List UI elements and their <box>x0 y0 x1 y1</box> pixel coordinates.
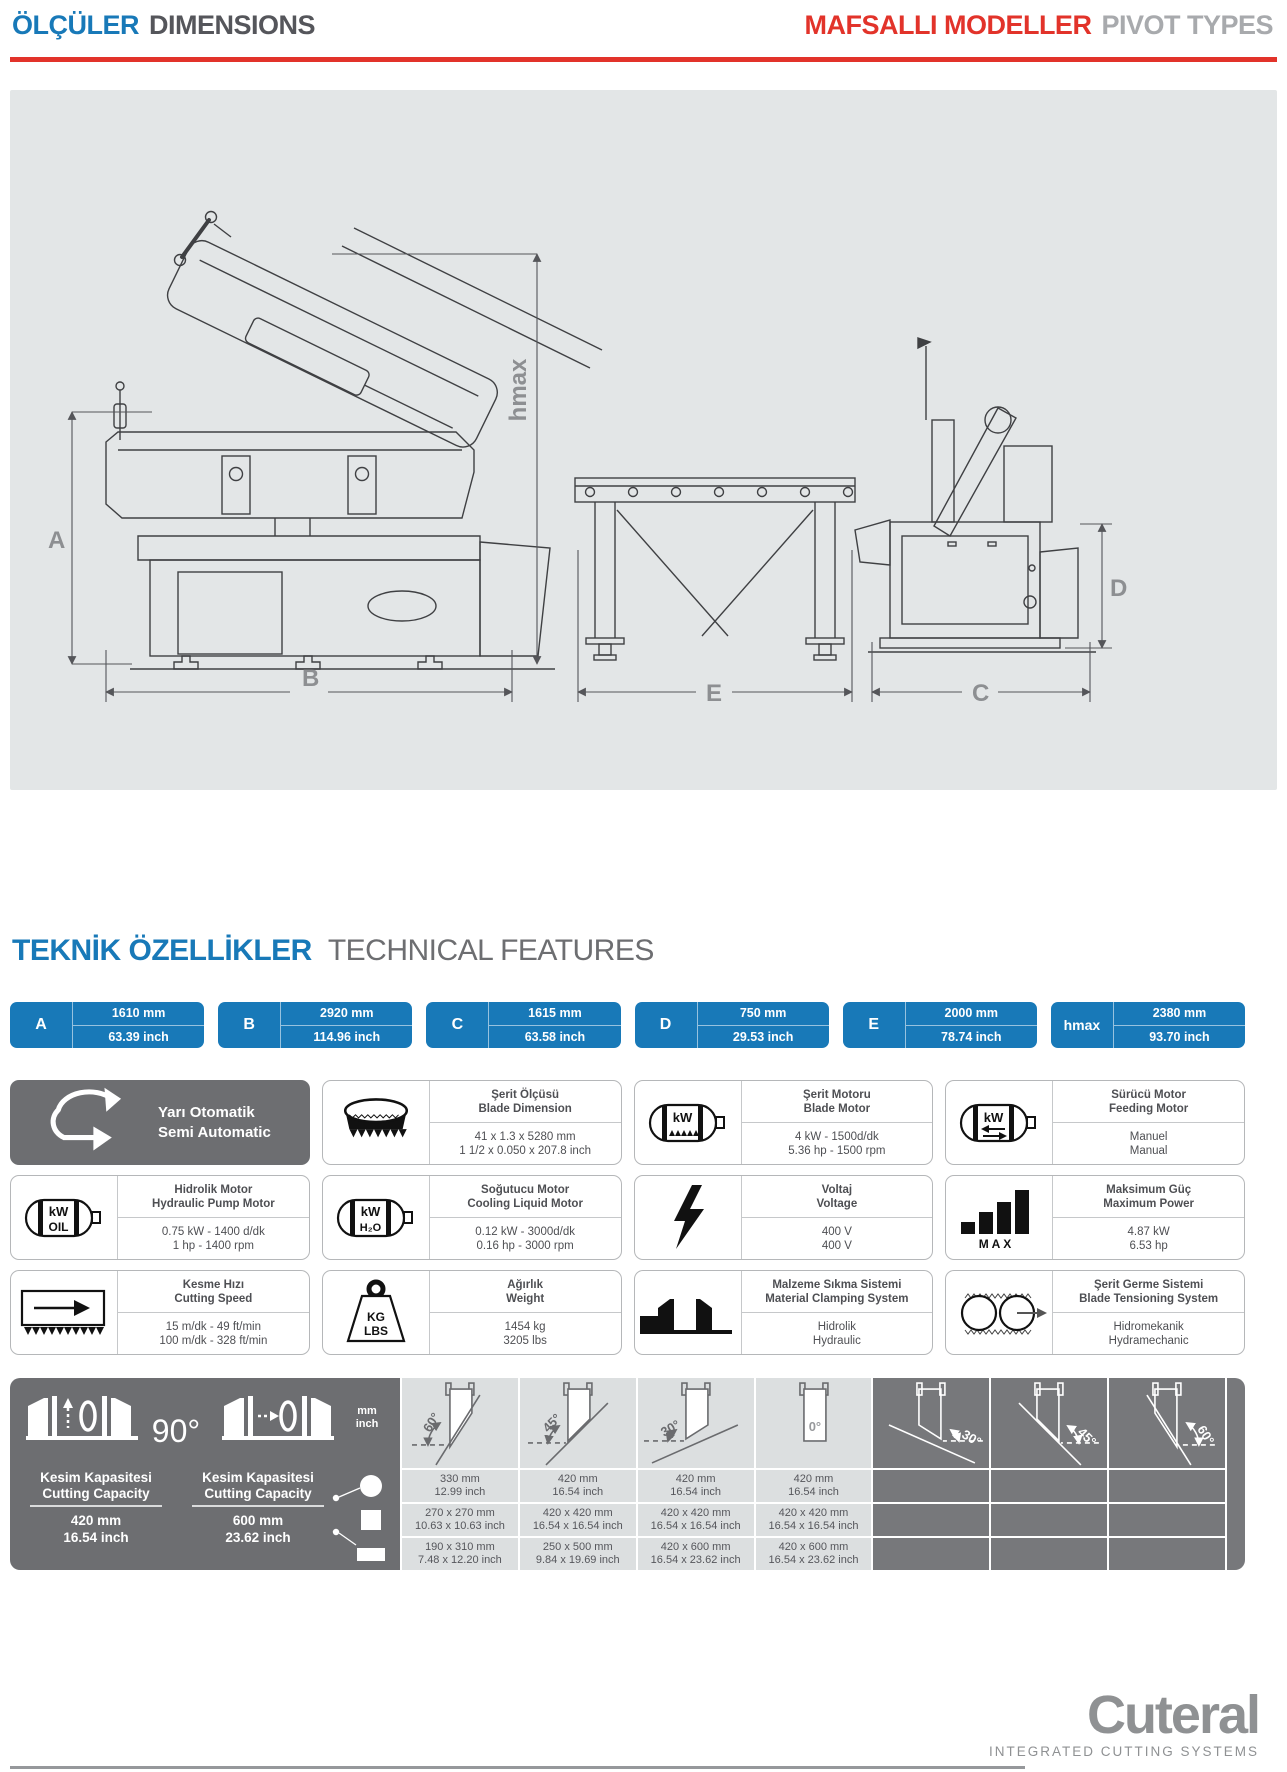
svg-text:KG: KG <box>366 1309 385 1324</box>
footer-rule <box>10 1766 1025 1769</box>
dim-mm-value: 2920 mm <box>320 1006 374 1021</box>
feature-title-tr: Soğutucu Motor <box>481 1183 570 1196</box>
angle-label: 45° <box>1075 1424 1100 1449</box>
angle-header-0 <box>756 1378 872 1468</box>
feature-value-metric: 1454 kg <box>504 1320 546 1333</box>
feature-title-en: Blade Dimension <box>478 1102 572 1115</box>
capacity-cell-empty <box>873 1504 989 1536</box>
feature-title-tr: Malzeme Sıkma Sistemi <box>772 1278 902 1291</box>
dimension-drawing-panel <box>10 90 1277 790</box>
capacity-title-en: Cutting Capacity <box>42 1486 150 1501</box>
capacity-inch: 16.54 inch <box>63 1530 129 1545</box>
feature-card-voltage <box>634 1175 934 1260</box>
capacity-cell-empty <box>991 1470 1107 1502</box>
svg-text:kW: kW <box>360 1203 380 1219</box>
angle-header-30 <box>638 1378 754 1468</box>
title-turkish: ÖLÇÜLER <box>12 10 139 40</box>
capacity-title-tr: Kesim Kapasitesi <box>202 1470 314 1485</box>
dim-inch-value: 93.70 inch <box>1114 1025 1245 1049</box>
section-title-english: TECHNICAL FEATURES <box>327 934 654 967</box>
feature-value-metric: Hidrolik <box>817 1320 857 1333</box>
angle-header-right-60 <box>1109 1378 1225 1468</box>
feature-title-tr: Kesme Hızı <box>182 1278 245 1291</box>
header-rule <box>10 57 1277 62</box>
capacity-cell-empty <box>991 1504 1107 1536</box>
feature-value-imperial: Hydraulic <box>812 1334 861 1347</box>
feature-title-en: Blade Motor <box>803 1102 871 1115</box>
feature-card-weight <box>322 1270 622 1355</box>
feature-title-en: Cutting Speed <box>174 1292 253 1305</box>
max-power-icon <box>946 1176 1053 1259</box>
feature-title-tr: Şerit Germe Sistemi <box>1093 1278 1204 1291</box>
unit-mm-label: mm <box>357 1405 377 1417</box>
saw-blade-icon <box>323 1081 430 1164</box>
weight-icon <box>323 1271 430 1354</box>
feature-card-hydraulic-motor <box>10 1175 310 1260</box>
feature-card-blade-dimension <box>322 1080 622 1165</box>
feature-title-en: Hydraulic Pump Motor <box>152 1197 275 1210</box>
section-heading <box>12 934 654 968</box>
page-title <box>12 10 315 41</box>
feature-title-tr: Ağırlık <box>507 1278 544 1291</box>
semi-automatic-cycle-icon <box>30 1084 142 1161</box>
dim-chip-label: A <box>10 1002 73 1048</box>
feature-value-metric: 0.12 kW - 3000d/dk <box>475 1225 575 1238</box>
feature-value-metric: 41 x 1.3 x 5280 mm <box>474 1130 576 1143</box>
technical-features-grid <box>10 1080 1245 1355</box>
feature-title-tr: Şerit Motoru <box>803 1088 871 1101</box>
feature-card-clamping <box>634 1270 934 1355</box>
title-english: DIMENSIONS <box>149 10 316 40</box>
feature-title-en: Voltage <box>816 1197 858 1210</box>
capacity-cell-empty <box>991 1538 1107 1570</box>
dim-mm-value: 2000 mm <box>944 1006 999 1021</box>
feature-title <box>158 1103 271 1143</box>
dim-chip-label: hmax <box>1051 1002 1114 1048</box>
feature-title-en: Feeding Motor <box>1109 1102 1189 1115</box>
feature-card-cooling-motor <box>322 1175 622 1260</box>
feature-value-metric: 0.75 kW - 1400 d/dk <box>161 1225 265 1238</box>
feature-value-imperial: 400 V <box>821 1239 852 1252</box>
dim-label-e: E <box>706 680 723 707</box>
feature-value-imperial: 1 1/2 x 0.050 x 207.8 inch <box>459 1144 591 1157</box>
dim-inch-value: 29.53 inch <box>698 1025 829 1049</box>
svg-text:OIL: OIL <box>48 1219 69 1234</box>
feature-title-en: Maximum Power <box>1103 1197 1194 1210</box>
feature-title-en: Semi Automatic <box>158 1123 271 1141</box>
clamp-icon <box>635 1271 742 1354</box>
dim-mm-value: 2380 mm <box>1152 1006 1207 1021</box>
svg-text:M A X: M A X <box>979 1236 1012 1250</box>
capacity-cell-empty <box>1109 1504 1225 1536</box>
motor-blade-icon <box>635 1081 742 1164</box>
capacity-cell-square-45: 420 x 420 mm 16.54 x 16.54 inch <box>520 1504 636 1536</box>
capacity-cell-empty <box>873 1470 989 1502</box>
dim-chip-d <box>635 1002 829 1048</box>
dim-label-c: C <box>972 680 990 707</box>
dim-mm-value: 1610 mm <box>111 1006 166 1021</box>
feature-title-en: Blade Tensioning System <box>1079 1292 1219 1305</box>
svg-text:kW: kW <box>48 1203 69 1219</box>
page-header <box>12 10 1273 41</box>
dim-inch-value: 63.58 inch <box>489 1025 620 1049</box>
feature-value-imperial: 3205 lbs <box>503 1334 547 1347</box>
feature-title-tr: Voltaj <box>821 1183 853 1196</box>
capacity-mm: 420 mm <box>70 1513 122 1528</box>
rectangle-shape-icon <box>357 1548 385 1561</box>
feature-title-tr: Şerit Ölçüsü <box>491 1088 559 1101</box>
capacity-cell-empty <box>873 1538 989 1570</box>
dim-chip-c <box>426 1002 620 1048</box>
dim-chip-label: E <box>843 1002 906 1048</box>
dim-inch-value: 78.74 inch <box>906 1025 1037 1049</box>
feature-value-metric: Manuel <box>1129 1130 1168 1143</box>
feature-card-max-power <box>945 1175 1245 1260</box>
feature-value-imperial: 5.36 hp - 1500 rpm <box>788 1144 886 1157</box>
feature-value-imperial: Hydramechanic <box>1108 1334 1189 1347</box>
model-type-title <box>804 10 1273 41</box>
capacity-cell-round-0: 420 mm 16.54 inch <box>756 1470 872 1502</box>
cutting-speed-icon <box>11 1271 118 1354</box>
dim-chip-a <box>10 1002 204 1048</box>
dim-inch-value: 63.39 inch <box>73 1025 204 1049</box>
feature-title-tr: Yarı Otomatik <box>158 1103 255 1121</box>
angle-label: 30° <box>657 1416 683 1440</box>
feature-title-tr: Maksimum Güç <box>1106 1183 1192 1196</box>
capacity-summary-panel <box>10 1378 400 1570</box>
side-view-drawing <box>106 212 602 670</box>
capacity-cell-rect-60: 190 x 310 mm 7.48 x 12.20 inch <box>402 1538 518 1570</box>
feature-value-metric: 400 V <box>821 1225 852 1238</box>
machine-dimension-drawing <box>10 90 1277 790</box>
feature-value-imperial: Manual <box>1129 1144 1168 1157</box>
feature-value-metric: 15 m/dk - 49 ft/min <box>165 1320 261 1333</box>
capacity-cell-round-60: 330 mm 12.99 inch <box>402 1470 518 1502</box>
feature-value-imperial: 6.53 hp <box>1129 1239 1168 1252</box>
feature-title-tr: Sürücü Motor <box>1111 1088 1186 1101</box>
dim-chip-hmax <box>1051 1002 1245 1048</box>
motor-water-icon <box>323 1176 430 1259</box>
angle-header-right-30 <box>873 1378 989 1468</box>
feature-value-metric: 4 kW - 1500d/dk <box>795 1130 879 1143</box>
dim-inch-value: 114.96 inch <box>281 1025 412 1049</box>
capacity-inch: 23.62 inch <box>225 1530 291 1545</box>
cutting-capacity-table <box>10 1378 1245 1570</box>
dim-chip-e <box>843 1002 1037 1048</box>
square-shape-icon <box>361 1510 381 1530</box>
dim-label-a: A <box>48 527 66 554</box>
capacity-cell-empty <box>1109 1470 1225 1502</box>
motor-feed-icon <box>946 1081 1053 1164</box>
feature-card-tensioning <box>945 1270 1245 1355</box>
model-title-english: PIVOT TYPES <box>1101 10 1273 40</box>
feature-card-semi-automatic <box>10 1080 310 1165</box>
angle-label: 30° <box>959 1426 985 1450</box>
feature-value-imperial: 100 m/dk - 328 ft/min <box>159 1334 268 1347</box>
svg-text:kW: kW <box>984 1109 1004 1125</box>
capacity-mm: 600 mm <box>232 1513 284 1528</box>
feature-value-metric: Hidromekanik <box>1113 1320 1184 1333</box>
feature-title-en: Cooling Liquid Motor <box>467 1197 583 1210</box>
dim-mm-value: 1615 mm <box>528 1006 582 1021</box>
dim-label-d: D <box>1110 575 1128 602</box>
angle-label: 60° <box>1194 1422 1218 1448</box>
dim-chip-b <box>218 1002 412 1048</box>
dim-mm-value: 750 mm <box>739 1006 787 1021</box>
section-title-turkish: TEKNİK ÖZELLİKLER <box>12 934 312 967</box>
capacity-cell-rect-0: 420 x 600 mm 16.54 x 23.62 inch <box>756 1538 872 1570</box>
capacity-cell-rect-45: 250 x 500 mm 9.84 x 19.69 inch <box>520 1538 636 1570</box>
feature-card-feeding-motor <box>945 1080 1245 1165</box>
dim-label-b: B <box>302 665 320 692</box>
vise-horizontal-icon <box>222 1396 334 1440</box>
lightning-icon <box>635 1176 742 1259</box>
capacity-cell-square-0: 420 x 420 mm 16.54 x 16.54 inch <box>756 1504 872 1536</box>
angle-label: 60° <box>419 1409 443 1435</box>
capacity-table-end-strip <box>1227 1378 1245 1570</box>
angle-header-45 <box>520 1378 636 1468</box>
tension-icon <box>946 1271 1053 1354</box>
feature-value-imperial: 1 hp - 1400 rpm <box>172 1239 254 1252</box>
roller-table-drawing <box>575 478 855 660</box>
feature-value-metric: 4.87 kW <box>1127 1225 1170 1238</box>
dim-label-hmax: hmax <box>505 358 532 422</box>
feature-title-en: Material Clamping System <box>765 1292 909 1305</box>
capacity-cell-round-30: 420 mm 16.54 inch <box>638 1470 754 1502</box>
feature-title-tr: Hidrolik Motor <box>174 1183 253 1196</box>
capacity-cell-rect-30: 420 x 600 mm 16.54 x 23.62 inch <box>638 1538 754 1570</box>
capacity-cell-round-45: 420 mm 16.54 inch <box>520 1470 636 1502</box>
angle-label: 45° <box>539 1410 564 1436</box>
brand-logo: Cuteral <box>1086 1685 1259 1745</box>
dim-chip-label: B <box>218 1002 281 1048</box>
svg-text:LBS: LBS <box>363 1323 388 1338</box>
angle-header-60 <box>402 1378 518 1468</box>
capacity-title-tr: Kesim Kapasitesi <box>40 1470 152 1485</box>
svg-text:H₂O: H₂O <box>359 1221 381 1234</box>
dimension-value-row <box>10 1002 1245 1048</box>
capacity-cell-square-60: 270 x 270 mm 10.63 x 10.63 inch <box>402 1504 518 1536</box>
brand-block <box>988 1685 1259 1759</box>
feature-card-cutting-speed <box>10 1270 310 1355</box>
capacity-cell-square-30: 420 x 420 mm 16.54 x 16.54 inch <box>638 1504 754 1536</box>
svg-text:kW: kW <box>672 1109 692 1125</box>
model-title-turkish: MAFSALLI MODELLER <box>804 10 1092 40</box>
angle-label: 0° <box>808 1418 821 1434</box>
angle-90-label: 90° <box>151 1413 201 1449</box>
feature-card-blade-motor <box>634 1080 934 1165</box>
feature-title-en: Weight <box>506 1292 545 1305</box>
brand-tagline: INTEGRATED CUTTING SYSTEMS <box>988 1744 1259 1759</box>
dim-chip-label: C <box>426 1002 489 1048</box>
feature-value-imperial: 0.16 hp - 3000 rpm <box>476 1239 574 1252</box>
front-view-drawing <box>855 338 1096 652</box>
angle-header-right-45 <box>991 1378 1107 1468</box>
vise-vertical-icon <box>26 1396 138 1440</box>
dim-chip-label: D <box>635 1002 698 1048</box>
circle-shape-icon <box>360 1475 382 1497</box>
capacity-cell-empty <box>1109 1538 1225 1570</box>
motor-oil-icon <box>11 1176 118 1259</box>
unit-inch-label: inch <box>355 1418 379 1430</box>
capacity-title-en: Cutting Capacity <box>204 1486 312 1501</box>
